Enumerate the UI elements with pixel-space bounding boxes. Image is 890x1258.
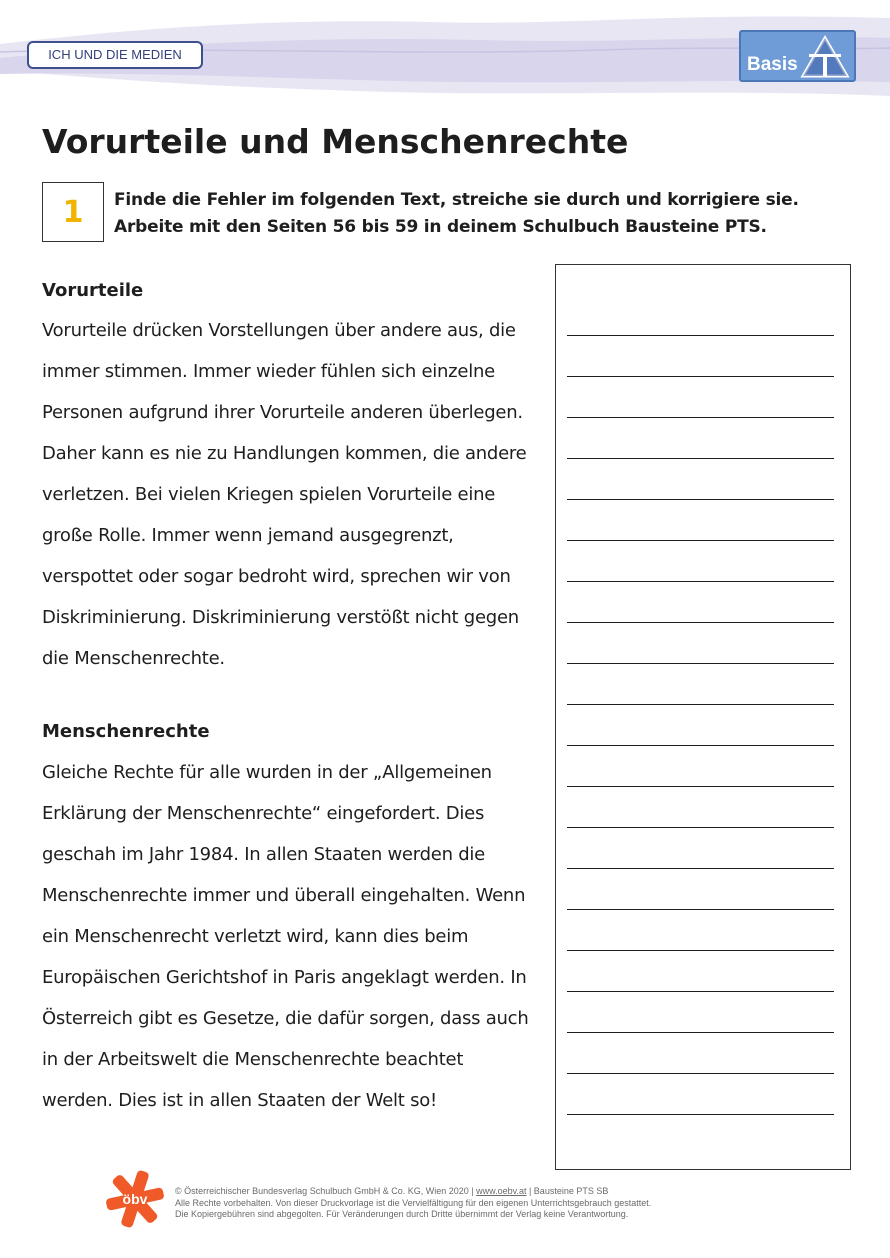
answer-line[interactable] <box>567 745 834 746</box>
text-line: verletzen. Bei vielen Kriegen spielen Vorurteile eine <box>42 484 496 505</box>
text-line: Europäischen Gerichtshof in Paris angeklagt werden. In <box>42 967 527 988</box>
chapter-tag: ICH UND DIE MEDIEN <box>27 41 203 69</box>
level-badge <box>739 30 856 82</box>
text-line: immer stimmen. Immer wieder fühlen sich einzelne <box>42 361 495 382</box>
task-instruction <box>114 187 799 241</box>
section-text-vorurteile <box>42 310 527 679</box>
answer-line[interactable] <box>567 458 834 459</box>
page-title: Vorurteile und Menschenrechte <box>42 122 629 161</box>
text-line: verspottet oder sogar bedroht wird, sprechen wir von <box>42 566 511 587</box>
answer-line[interactable] <box>567 1114 834 1115</box>
text-line: Menschenrechte immer und überall eingehalten. Wenn <box>42 885 526 906</box>
text-line: Erklärung der Menschenrechte“ eingefordert. Dies <box>42 803 485 824</box>
answer-box <box>555 264 851 1170</box>
oebv-logo-text: öbv <box>122 1191 148 1207</box>
footer-copyright-text: © Österreichischer Bundesverlag Schulbuch GmbH & Co. KG, Wien 2020 | <box>175 1186 477 1196</box>
answer-line[interactable] <box>567 581 834 582</box>
footer-book-title: | Bausteine PTS SB <box>526 1186 609 1196</box>
answer-line[interactable] <box>567 499 834 500</box>
triangle-logo-icon <box>799 34 855 80</box>
text-line: in der Arbeitswelt die Menschenrechte beachtet <box>42 1049 464 1070</box>
level-label: Basis <box>747 54 798 75</box>
answer-line[interactable] <box>567 1073 834 1074</box>
text-line: Vorurteile drücken Vorstellungen über andere aus, die <box>42 320 516 341</box>
footer-rights: Alle Rechte vorbehalten. Von dieser Druckvorlage ist die Vervielfältigung für den eigenen Unterrichtsgebrauch gestattet. <box>175 1197 652 1208</box>
task-instruction-line: Arbeite mit den Seiten 56 bis 59 in deinem Schulbuch Bausteine PTS. <box>114 217 767 237</box>
footer-copyright <box>175 1186 651 1198</box>
text-line: Diskriminierung. Diskriminierung verstößt nicht gegen <box>42 607 519 628</box>
answer-line[interactable] <box>567 335 834 336</box>
answer-line[interactable] <box>567 991 834 992</box>
section-text-menschenrechte <box>42 752 528 1121</box>
text-line: die Menschenrechte. <box>42 648 225 669</box>
answer-line[interactable] <box>567 868 834 869</box>
section-heading-vorurteile: Vorurteile <box>42 280 144 301</box>
answer-line[interactable] <box>567 1032 834 1033</box>
text-line: werden. Dies ist in allen Staaten der Welt so! <box>42 1090 437 1111</box>
task-number: 1 <box>62 194 84 230</box>
answer-line[interactable] <box>567 827 834 828</box>
section-heading-menschenrechte: Menschenrechte <box>42 721 210 742</box>
answer-line[interactable] <box>567 909 834 910</box>
text-line: Personen aufgrund ihrer Vorurteile anderen überlegen. <box>42 402 523 423</box>
oebv-logo <box>105 1168 165 1230</box>
answer-line[interactable] <box>567 540 834 541</box>
answer-line[interactable] <box>567 663 834 664</box>
answer-line[interactable] <box>567 704 834 705</box>
text-line: ein Menschenrecht verletzt wird, kann dies beim <box>42 926 469 947</box>
answer-line[interactable] <box>567 786 834 787</box>
text-line: Gleiche Rechte für alle wurden in der „Allgemeinen <box>42 762 492 783</box>
task-instruction-line: Finde die Fehler im folgenden Text, streiche sie durch und korrigiere sie. <box>114 190 799 210</box>
task-number-box <box>42 182 104 242</box>
answer-line[interactable] <box>567 622 834 623</box>
publisher-link[interactable]: www.oebv.at <box>476 1186 527 1196</box>
text-line: geschah im Jahr 1984. In allen Staaten werden die <box>42 844 485 865</box>
answer-line[interactable] <box>567 417 834 418</box>
text-line: Daher kann es nie zu Handlungen kommen, die andere <box>42 443 527 464</box>
answer-line[interactable] <box>567 376 834 377</box>
answer-line[interactable] <box>567 950 834 951</box>
footer-disclaimer: Die Kopiergebühren sind abgegolten. Für Veränderungen durch Dritte übernimmt der Verlag keine Verantwortung. <box>175 1209 629 1219</box>
text-line: große Rolle. Immer wenn jemand ausgegrenzt, <box>42 525 454 546</box>
text-line: Österreich gibt es Gesetze, die dafür sorgen, dass auch <box>42 1008 529 1029</box>
footer-text <box>175 1186 651 1221</box>
